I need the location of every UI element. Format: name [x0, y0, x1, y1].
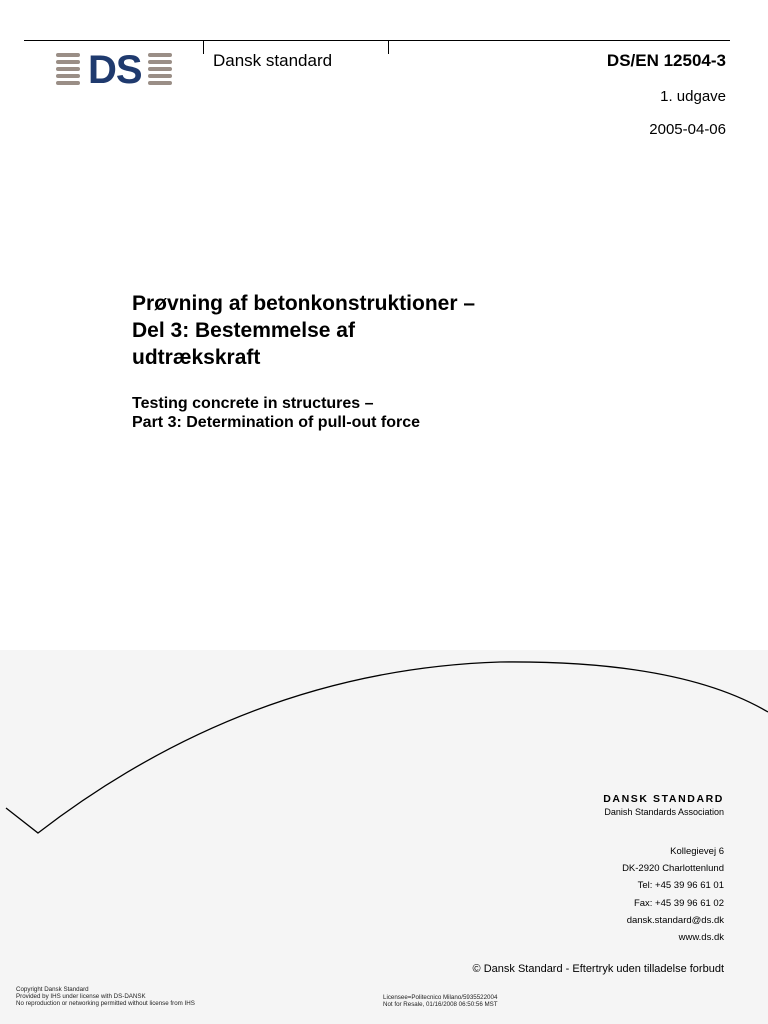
- logo-text: DS: [88, 48, 142, 92]
- footer-line: Licensee=Politecnico Milano/5935522004: [383, 994, 498, 1001]
- header-tick-left: [203, 40, 204, 54]
- footer-line: Not for Resale, 01/16/2008 06:50:56 MST: [383, 1001, 498, 1008]
- title-danish-line: Prøvning af betonkonstruktioner –: [132, 292, 476, 315]
- ds-logo: [56, 50, 176, 90]
- logo-waves-left-icon: [56, 53, 80, 88]
- title-english-line: Testing concrete in structures –: [132, 395, 374, 412]
- footer-line: No reproduction or networking permitted without license from IHS: [16, 1000, 195, 1007]
- address-line: DK-2920 Charlottenlund: [622, 863, 724, 875]
- organization-subtitle: Danish Standards Association: [604, 807, 724, 817]
- header-tick-right: [388, 40, 389, 54]
- title-danish-line: Del 3: Bestemmelse af: [132, 319, 355, 342]
- email-link[interactable]: dansk.standard@ds.dk: [626, 914, 724, 926]
- decorative-arc: [0, 640, 768, 860]
- address-block: [622, 843, 724, 946]
- header-rule: [24, 40, 730, 41]
- footer-line: Provided by IHS under license with DS-DANSK: [16, 993, 146, 1000]
- logo-waves-right-icon: [148, 53, 172, 88]
- organization-block: [603, 793, 724, 817]
- standard-number: DS/EN 12504-3: [606, 51, 726, 70]
- copyright-notice: © Dansk Standard - Eftertryk uden tilladelse forbudt: [472, 963, 724, 975]
- footer-license-right: [383, 994, 498, 1008]
- phone-line: Tel: +45 39 96 61 01: [637, 880, 724, 892]
- website-link[interactable]: www.ds.dk: [678, 932, 724, 944]
- title-danish-line: udtrækskraft: [132, 346, 261, 369]
- footer-line: Copyright Dansk Standard: [16, 986, 89, 993]
- edition-label: 1. udgave: [660, 88, 726, 105]
- title-danish: [132, 290, 475, 371]
- footer-license-left: [16, 986, 195, 1007]
- organization-name: DANSK STANDARD: [603, 793, 724, 805]
- fax-line: Fax: +45 39 96 61 02: [633, 897, 724, 909]
- title-english-line: Part 3: Determination of pull-out force: [132, 414, 421, 431]
- publisher-label: Dansk standard: [213, 51, 333, 70]
- address-line: Kollegievej 6: [670, 846, 724, 857]
- publication-date: 2005-04-06: [649, 121, 726, 138]
- title-english: [132, 394, 420, 432]
